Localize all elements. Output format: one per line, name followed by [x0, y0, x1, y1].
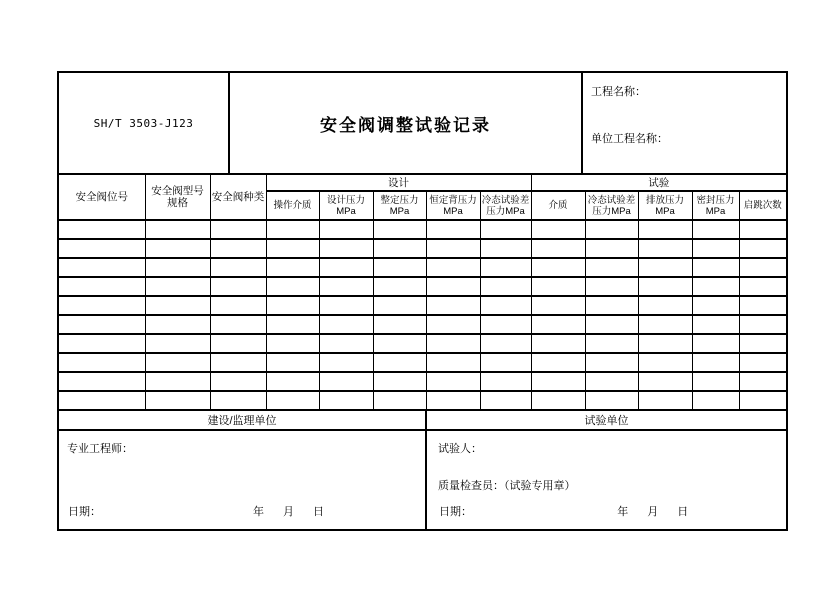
table-cell	[480, 315, 531, 334]
column-header-label: 操作介质	[273, 200, 312, 211]
project-names-cell	[583, 73, 786, 173]
group-header-row	[59, 175, 786, 191]
table-cell	[585, 296, 638, 315]
table-cell	[739, 334, 786, 353]
table-cell	[266, 258, 319, 277]
table-cell	[692, 353, 739, 372]
table-cell	[426, 220, 480, 239]
table-cell	[319, 296, 373, 315]
table-cell	[373, 353, 426, 372]
table-header	[59, 175, 786, 220]
table-cell	[739, 391, 786, 410]
date-label: 日期：	[439, 506, 472, 518]
column-header-valve-tag	[59, 175, 145, 220]
table-cell	[739, 220, 786, 239]
column-header-label: MPa	[655, 205, 675, 217]
table-cell	[373, 239, 426, 258]
column-header-cold-diff-pressure-design	[480, 191, 531, 220]
table-cell	[426, 258, 480, 277]
table-cell	[59, 296, 145, 315]
column-header-label: MPa	[443, 205, 463, 217]
table-row	[59, 220, 786, 239]
table-cell	[210, 258, 266, 277]
table-cell	[531, 239, 585, 258]
column-header-design-pressure	[319, 191, 373, 220]
table-cell	[145, 372, 210, 391]
table-cell	[59, 220, 145, 239]
tester-label: 试验人：	[438, 443, 482, 455]
column-header-label: 安全阀型号	[151, 185, 204, 197]
table-cell	[373, 220, 426, 239]
unit-project-name-label: 单位工程名称：	[591, 133, 668, 145]
table-cell	[692, 239, 739, 258]
date-line	[427, 505, 786, 519]
column-header-label: 压力MPa	[592, 205, 631, 217]
table-cell	[266, 334, 319, 353]
test-unit-header: 试验单位	[584, 415, 629, 427]
table-cell	[145, 391, 210, 410]
table-cell	[531, 277, 585, 296]
table-cell	[585, 258, 638, 277]
table-cell	[59, 353, 145, 372]
table-cell	[638, 353, 692, 372]
table-cell	[373, 372, 426, 391]
table-cell	[59, 258, 145, 277]
column-header-label: 排放压力	[646, 194, 685, 206]
table-cell	[739, 239, 786, 258]
table-cell	[585, 277, 638, 296]
table-cell	[210, 239, 266, 258]
table-cell	[266, 315, 319, 334]
table-cell	[210, 353, 266, 372]
column-header-label: 介质	[548, 200, 568, 211]
table-cell	[319, 239, 373, 258]
column-header-label: 密封压力	[696, 194, 735, 206]
column-header-label: MPa	[389, 205, 410, 217]
table-cell	[692, 334, 739, 353]
table-row	[59, 315, 786, 334]
table-cell	[266, 277, 319, 296]
sheet-header	[59, 73, 786, 175]
table-cell	[319, 220, 373, 239]
table-cell	[692, 315, 739, 334]
group-header-test: 试验	[531, 175, 786, 191]
table-cell	[638, 239, 692, 258]
column-header-label: MPa	[705, 205, 726, 217]
table-cell	[145, 277, 210, 296]
table-cell	[266, 220, 319, 239]
column-header-label: 安全阀位号	[75, 191, 128, 203]
table-row	[59, 334, 786, 353]
column-header-label: 安全阀种类	[211, 191, 265, 203]
table-cell	[585, 239, 638, 258]
column-header-set-pressure	[373, 191, 426, 220]
year-month-day-label: 年 月 日	[617, 506, 693, 518]
table-cell	[585, 353, 638, 372]
table-cell	[210, 220, 266, 239]
table-cell	[480, 258, 531, 277]
table-cell	[319, 277, 373, 296]
table-cell	[426, 372, 480, 391]
engineer-label: 专业工程师：	[67, 443, 133, 455]
table-cell	[145, 315, 210, 334]
signature-row	[59, 431, 786, 529]
table-cell	[319, 353, 373, 372]
project-name-label: 工程名称：	[591, 86, 646, 98]
valve-test-table	[59, 175, 786, 411]
form-code: SH/T 3503-J123	[93, 116, 194, 130]
table-cell	[531, 258, 585, 277]
table-cell	[531, 220, 585, 239]
column-header-discharge-pressure	[638, 191, 692, 220]
table-cell	[59, 391, 145, 410]
table-cell	[145, 220, 210, 239]
column-header-design-medium	[266, 191, 319, 220]
date-label: 日期：	[68, 506, 101, 518]
table-cell	[145, 239, 210, 258]
column-header-label: 启跳次数	[743, 200, 782, 211]
construction-unit-header: 建设/监理单位	[59, 411, 427, 429]
record-sheet	[57, 71, 788, 531]
table-cell	[426, 315, 480, 334]
form-title-cell	[230, 73, 583, 173]
table-cell	[426, 296, 480, 315]
column-header-label: 冷态试验差	[481, 194, 530, 206]
table-cell	[585, 315, 638, 334]
table-cell	[266, 391, 319, 410]
table-cell	[638, 334, 692, 353]
table-cell	[373, 315, 426, 334]
table-cell	[373, 277, 426, 296]
table-cell	[531, 391, 585, 410]
table-cell	[692, 372, 739, 391]
table-cell	[145, 334, 210, 353]
table-cell	[210, 296, 266, 315]
table-cell	[638, 258, 692, 277]
table-row	[59, 296, 786, 315]
table-cell	[739, 258, 786, 277]
table-cell	[426, 391, 480, 410]
column-header-valve-kind	[210, 175, 266, 220]
table-cell	[692, 220, 739, 239]
table-body	[59, 220, 786, 410]
table-cell	[585, 391, 638, 410]
table-row	[59, 391, 786, 410]
table-cell	[531, 372, 585, 391]
form-code-cell	[59, 73, 230, 173]
unit-header-row	[59, 411, 786, 431]
table-cell	[210, 277, 266, 296]
table-cell	[480, 334, 531, 353]
table-cell	[531, 296, 585, 315]
table-cell	[426, 334, 480, 353]
construction-unit-signature-cell	[59, 431, 427, 529]
table-cell	[373, 258, 426, 277]
table-cell	[266, 296, 319, 315]
table-cell	[210, 334, 266, 353]
table-cell	[638, 220, 692, 239]
table-cell	[319, 258, 373, 277]
table-cell	[739, 277, 786, 296]
column-header-label: MPa	[336, 205, 356, 217]
table-cell	[531, 334, 585, 353]
table-cell	[373, 296, 426, 315]
table-cell	[145, 258, 210, 277]
table-cell	[739, 296, 786, 315]
table-cell	[638, 315, 692, 334]
table-row	[59, 353, 786, 372]
table-cell	[59, 334, 145, 353]
table-cell	[59, 277, 145, 296]
column-header-label: 整定压力	[380, 194, 419, 206]
table-cell	[480, 239, 531, 258]
table-cell	[585, 334, 638, 353]
test-unit-signature-cell	[427, 431, 786, 529]
table-cell	[266, 353, 319, 372]
column-header-label: 恒定背压力	[429, 194, 477, 206]
table-cell	[426, 353, 480, 372]
table-cell	[145, 296, 210, 315]
table-cell	[480, 220, 531, 239]
table-cell	[373, 334, 426, 353]
table-cell	[692, 277, 739, 296]
table-cell	[480, 277, 531, 296]
column-header-label: 规格	[167, 197, 188, 209]
table-cell	[480, 391, 531, 410]
table-cell	[692, 258, 739, 277]
column-header-label: 压力MPa	[486, 205, 525, 217]
table-cell	[426, 277, 480, 296]
table-cell	[480, 296, 531, 315]
table-cell	[531, 353, 585, 372]
table-cell	[585, 220, 638, 239]
table-cell	[210, 372, 266, 391]
page-title: 安全阀调整试验记录	[320, 115, 491, 135]
table-cell	[692, 296, 739, 315]
table-cell	[319, 391, 373, 410]
column-header-label: 设计压力	[326, 194, 365, 206]
column-header-constant-back-pressure	[426, 191, 480, 220]
table-row	[59, 277, 786, 296]
table-cell	[59, 239, 145, 258]
group-header-design: 设计	[266, 175, 531, 191]
table-cell	[319, 315, 373, 334]
date-line	[59, 505, 425, 519]
column-header-seal-pressure	[692, 191, 739, 220]
table-row	[59, 372, 786, 391]
table-cell	[638, 391, 692, 410]
table-cell	[531, 315, 585, 334]
table-cell	[480, 372, 531, 391]
column-header-valve-model	[145, 175, 210, 220]
table-cell	[319, 334, 373, 353]
table-row	[59, 239, 786, 258]
table-cell	[59, 315, 145, 334]
table-cell	[739, 372, 786, 391]
table-row	[59, 258, 786, 277]
year-month-day-label: 年 月 日	[252, 506, 328, 518]
table-cell	[585, 372, 638, 391]
table-cell	[210, 391, 266, 410]
table-cell	[319, 372, 373, 391]
table-cell	[638, 277, 692, 296]
table-cell	[739, 315, 786, 334]
column-header-cold-diff-pressure-test	[585, 191, 638, 220]
column-header-label: 冷态试验差	[587, 194, 636, 206]
table-cell	[739, 353, 786, 372]
table-cell	[210, 315, 266, 334]
table-cell	[480, 353, 531, 372]
column-header-pop-count	[739, 191, 786, 220]
table-cell	[638, 372, 692, 391]
table-cell	[692, 391, 739, 410]
column-header-test-medium	[531, 191, 585, 220]
table-cell	[59, 372, 145, 391]
table-cell	[266, 372, 319, 391]
table-cell	[638, 296, 692, 315]
table-cell	[426, 239, 480, 258]
qc-inspector-label: 质量检查员：（试验专用章）	[438, 480, 576, 492]
table-cell	[145, 353, 210, 372]
table-cell	[266, 239, 319, 258]
table-cell	[373, 391, 426, 410]
